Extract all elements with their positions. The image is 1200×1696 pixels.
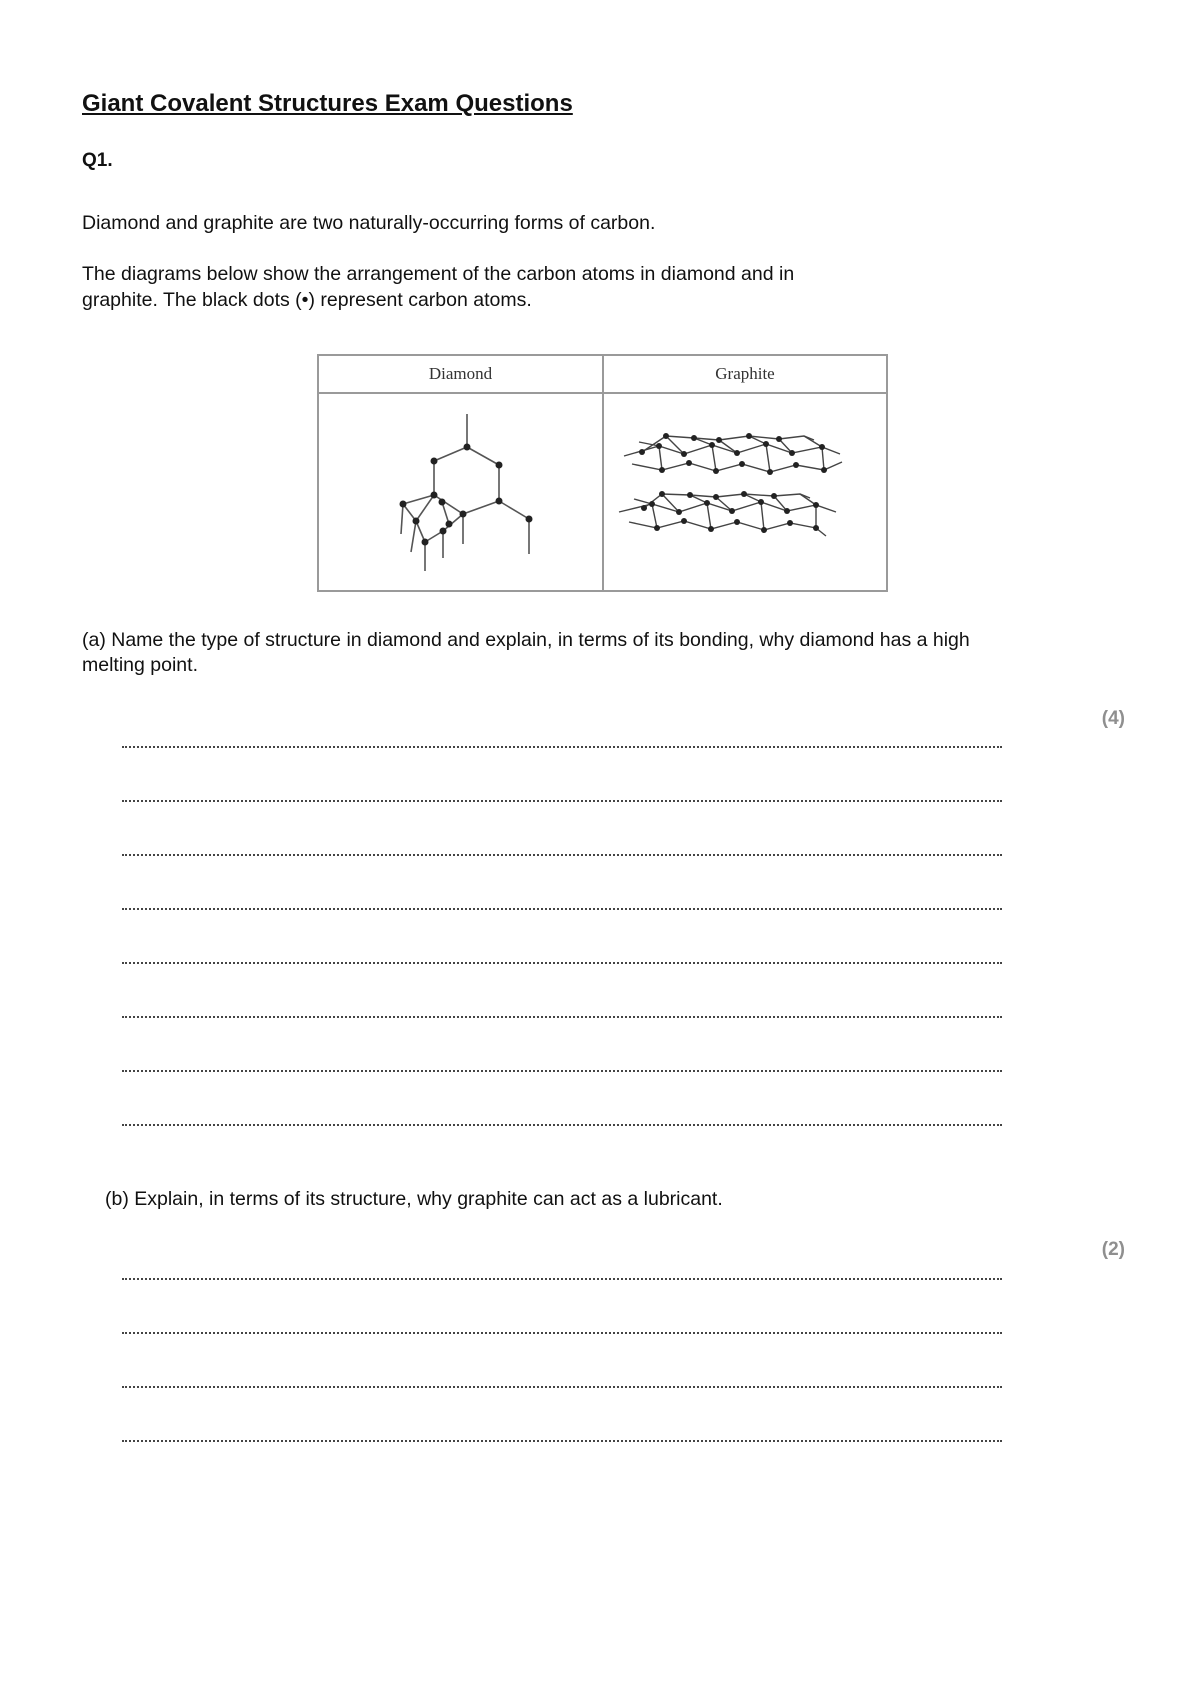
- diagram-description-line-1: The diagrams below show the arrangement of the carbon atoms in diamond and in: [82, 263, 795, 285]
- question-number: Q1.: [82, 150, 113, 171]
- answer-line[interactable]: [122, 854, 1002, 856]
- diamond-structure-diagram: [319, 394, 602, 590]
- part-b-marks: (2): [1101, 1239, 1125, 1260]
- carbon-structures-figure: [317, 354, 888, 592]
- graphite-column-header: Graphite: [604, 356, 886, 394]
- part-a-question-line-1: (a) Name the type of structure in diamond and explain, in terms of its bonding, why diamond has a high: [82, 629, 970, 651]
- answer-line[interactable]: [122, 1278, 1002, 1280]
- part-a-question-line-2: melting point.: [82, 654, 198, 676]
- answer-line[interactable]: [122, 1070, 1002, 1072]
- answer-line[interactable]: [122, 962, 1002, 964]
- answer-line[interactable]: [122, 1124, 1002, 1126]
- answer-line[interactable]: [122, 746, 1002, 748]
- answer-line[interactable]: [122, 1440, 1002, 1442]
- answer-line[interactable]: [122, 1016, 1002, 1018]
- answer-line[interactable]: [122, 1386, 1002, 1388]
- part-a-marks: (4): [1101, 708, 1125, 729]
- answer-line[interactable]: [122, 800, 1002, 802]
- answer-line[interactable]: [122, 1332, 1002, 1334]
- diagram-description-line-2: graphite. The black dots (•) represent carbon atoms.: [82, 289, 532, 311]
- graphite-structure-diagram: [604, 394, 886, 590]
- part-b-question: (b) Explain, in terms of its structure, why graphite can act as a lubricant.: [105, 1188, 723, 1210]
- diamond-column-header: Diamond: [319, 356, 602, 394]
- intro-text: Diamond and graphite are two naturally-occurring forms of carbon.: [82, 212, 656, 234]
- answer-line[interactable]: [122, 908, 1002, 910]
- page-title: Giant Covalent Structures Exam Questions: [82, 90, 573, 117]
